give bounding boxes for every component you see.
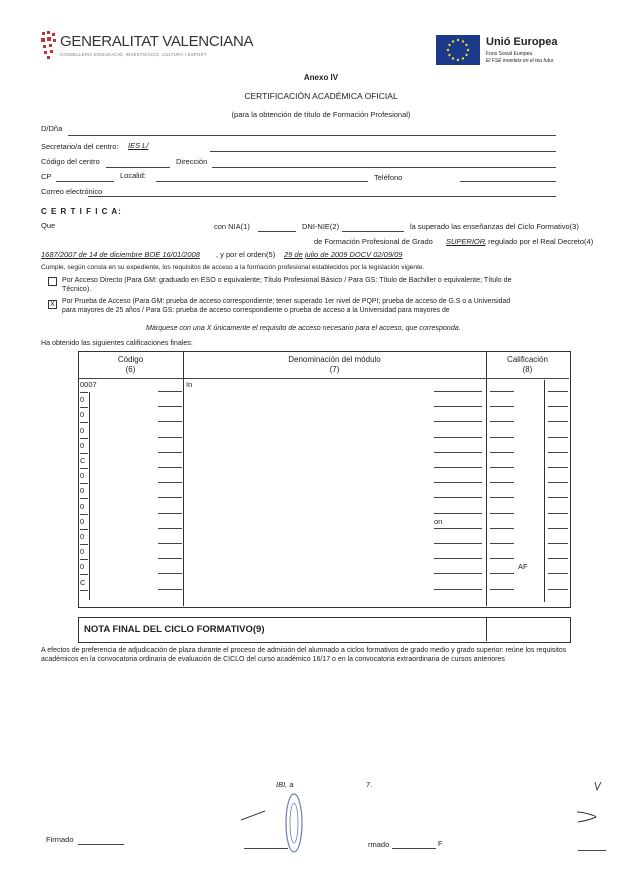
table-row-code: 0 [80, 501, 85, 511]
doc-title: CERTIFICACIÓN ACADÉMICA OFICIAL [244, 91, 398, 101]
grades-table [78, 351, 571, 608]
firmado-right-line[interactable] [392, 848, 436, 849]
firmado-right-label: rmado [368, 840, 390, 849]
tick-mark-icon [594, 781, 602, 791]
table-header-grade-num: (8) [522, 365, 533, 374]
field-secretario-label: Secretario/a del centro: [41, 142, 119, 151]
gva-emblem-icon [40, 30, 58, 60]
table-row-module-line [434, 573, 482, 574]
table-row-code: 0 [80, 547, 85, 557]
field-codigo-label: Código del centro [41, 157, 100, 166]
table-row-grade-line[interactable] [490, 482, 514, 483]
certifica-nia-line[interactable] [258, 231, 296, 232]
table-row-code: 0 [80, 562, 85, 572]
table-row-code: 0 [80, 486, 85, 496]
table-row-grade-line[interactable] [490, 558, 514, 559]
field-direccion-line[interactable] [212, 167, 556, 168]
field-telefono-label: Teléfono [374, 173, 403, 182]
stamp-icon [284, 792, 304, 854]
table-row-code: 0 [80, 395, 85, 405]
table-row-grade-line[interactable] [490, 589, 514, 590]
table-row-grade-line[interactable] [490, 421, 514, 422]
table-row-code: 0 [80, 471, 85, 481]
code-inner-divider [89, 392, 90, 600]
table-row-code-line [158, 467, 182, 468]
table-header-divider [78, 378, 569, 379]
grade-inner-divider [544, 380, 545, 602]
option-acceso-directo-text2: Técnico). [62, 285, 92, 293]
table-row-grade: AF [518, 562, 528, 572]
table-row-code: C [80, 577, 86, 587]
certifica-grado-value: SUPERIOR [446, 237, 486, 246]
field-secretario-line[interactable] [210, 151, 556, 152]
signature-place: IBI, a [276, 780, 294, 789]
table-row-module-line [434, 589, 482, 590]
eu-flag [436, 35, 480, 65]
field-dona-label: D/Dña [41, 124, 63, 133]
annex-label: Anexo IV [303, 73, 339, 82]
table-row-code-underline [80, 514, 88, 515]
option-prueba-acceso-text1: Por Prueba de Acceso (Para GM: prueba de acceso correspondiente; tener superado 1er nivel de PQPI; prueba de acceso de G.S o a Universidad [62, 298, 511, 305]
preference-note: A efectos de preferencia de adjudicación de plaza durante el proceso de admisión del alumnado a ciclos formativos de grado medio y grado superior: reúne los requisitos académicos en la convocatoria ordinaria de evaluación de CICLO del curso académico 16/17 o en la convocatoria extraordinaria de cursos anteriores [41, 647, 567, 663]
certifica-rd-value: 1687/2007 de 14 de diciembre BOE 16/01/2008 [41, 250, 200, 259]
table-row-code: 0 [80, 516, 85, 526]
table-row-module: In [186, 380, 193, 389]
table-row-code-underline [80, 544, 88, 545]
certifica-heading: C E R T I F I C A: [41, 207, 122, 216]
table-header-grade: Calificación [507, 355, 548, 364]
table-row-grade-line-2 [548, 406, 568, 407]
field-correo-label: Correo electrónico [41, 187, 103, 196]
table-row-grade-line-2 [548, 391, 568, 392]
table-row-code-underline [80, 498, 88, 499]
eu-stars-icon [436, 35, 480, 65]
field-cp-label: CP [41, 172, 52, 181]
field-correo-line[interactable] [88, 196, 556, 197]
field-cp-line[interactable] [56, 181, 114, 182]
gva-name: GENERALITAT VALENCIANA [60, 33, 254, 50]
table-row-code-line [158, 573, 182, 574]
table-row-grade-line-2 [548, 421, 568, 422]
table-row-code-underline [80, 483, 88, 484]
field-codigo-line[interactable] [106, 167, 170, 168]
table-row-code-underline [80, 438, 88, 439]
field-direccion-label: Dirección [176, 157, 208, 166]
table-row-code-line [158, 391, 182, 392]
table-header-module-num: (7) [329, 365, 340, 374]
eu-sub1: Fons Social Europeu [486, 51, 533, 57]
signature-scribble-icon [576, 810, 598, 824]
table-row-module-line [434, 452, 482, 453]
gva-subtitle: CONSELLERIA D'EDUCACIÓ, INVESTIGACIÓ, CULTURA I ESPORT [60, 52, 207, 57]
table-row-module-line [434, 543, 482, 544]
final-grade-value[interactable] [487, 618, 568, 640]
field-telefono-line[interactable] [460, 181, 556, 182]
table-row-code-line [158, 437, 182, 438]
right-signature-mark [576, 810, 598, 824]
table-row-grade-line[interactable] [490, 573, 514, 574]
table-row-code-underline [80, 407, 88, 408]
table-row-code-underline [80, 559, 88, 560]
school-stamp [284, 792, 304, 854]
table-row-grade-line[interactable] [490, 513, 514, 514]
obtenido-label: Ha obtenido las siguientes calificaciones finales: [41, 339, 193, 347]
option-prueba-acceso-text2: para mayores de 25 años / Para GS: prueba de acceso correspondiente o prueba de acceso a la Universidad para mayores de [62, 307, 450, 314]
table-row-code: 0 [80, 440, 85, 450]
certifica-cumple: Cumple, según consta en su expediente, los requisitos de acceso a la formación profesional establecidos por la legislación vigente. [41, 264, 425, 271]
signature-date-fragment: 7. [366, 780, 373, 789]
table-row-code-line [158, 589, 182, 590]
table-row-grade-line-2 [548, 482, 568, 483]
table-col-divider-2 [486, 351, 487, 606]
table-row-code-line [158, 543, 182, 544]
table-row-code-line [158, 528, 182, 529]
table-row-code: 0 [80, 532, 85, 541]
field-dona-line[interactable] [68, 135, 556, 136]
table-row-code-underline [80, 590, 88, 591]
table-row-code-underline [80, 468, 88, 469]
option-acceso-directo-checkbox[interactable] [48, 277, 57, 286]
certifica-que: Que [41, 221, 56, 230]
table-row-code-line [158, 513, 182, 514]
table-row-code-line [158, 497, 182, 498]
table-row-code-underline [80, 392, 88, 393]
doc-subtitle: (para la obtención de título de Formación Profesional) [231, 110, 411, 119]
field-localidad-line[interactable] [156, 181, 368, 182]
firmado-right-fragment: F [438, 839, 443, 848]
table-row-code-underline [80, 574, 88, 575]
certifica-nia-label: con NIA(1) [214, 222, 250, 231]
table-row-grade-line-2 [548, 528, 568, 529]
table-row-grade-line-2 [548, 543, 568, 544]
right-bottom-line [578, 850, 606, 851]
table-row-module-line [434, 558, 482, 559]
table-row-grade-line[interactable] [490, 543, 514, 544]
table-row-module-line [434, 482, 482, 483]
table-row-module-line [434, 406, 482, 407]
certifica-superado: la superado las enseñanzas del Ciclo Formativo(3) [410, 222, 579, 231]
table-row-grade-line[interactable] [490, 528, 514, 529]
field-localidad-label: Localid: [120, 171, 146, 180]
certifica-grado-post: , regulado por el Real Decreto(4) [484, 237, 594, 246]
table-row-grade-line[interactable] [490, 467, 514, 468]
table-row-grade-line[interactable] [490, 391, 514, 392]
table-row-code-underline [80, 529, 88, 530]
table-row-grade-line-2 [548, 497, 568, 498]
table-row-grade-line-2 [548, 513, 568, 514]
table-row-grade-line-2 [548, 589, 568, 590]
table-row-code: 0 [80, 410, 85, 420]
table-row-code: 0 [80, 425, 85, 435]
note-mark: Márquese con una X únicamente el requisito de acceso necesario para el acceso, que corresponda. [146, 324, 461, 332]
table-row-grade-line-2 [548, 452, 568, 453]
final-grade-label: NOTA FINAL DEL CICLO FORMATIVO(9) [84, 624, 265, 635]
table-row-module-line [434, 497, 482, 498]
table-row-module-line [434, 528, 482, 529]
table-row-grade-line-2 [548, 558, 568, 559]
signature-mark-icon [240, 809, 266, 821]
table-row-code-line [158, 558, 182, 559]
table-row-code-underline [80, 422, 88, 423]
certifica-orden-pre: , y por el orden(5) [216, 250, 276, 259]
field-secretario-value: IES L/ [128, 141, 149, 150]
table-row-code-underline [80, 453, 88, 454]
signature-line-center [244, 848, 288, 849]
table-row-grade-line-2 [548, 573, 568, 574]
option-acceso-directo-text1: Por Acceso Directo (Para GM: graduado en ESO o equivalente; Título Profesional Básico / Para GS: Título de Bachiller o equivalente; Título de [62, 276, 512, 284]
table-header-module: Denominación del módulo [288, 355, 381, 364]
table-header-code-num: (6) [125, 365, 136, 374]
table-header-code: Código [117, 355, 144, 364]
table-col-divider-1 [183, 351, 184, 606]
eu-title: Unió Europea [486, 36, 558, 48]
table-row-code-line [158, 421, 182, 422]
table-row-code: C [80, 456, 86, 465]
table-row-grade: on [434, 516, 443, 526]
table-row-grade-line[interactable] [490, 452, 514, 453]
gva-logo [40, 30, 58, 60]
option-prueba-acceso-checkbox[interactable]: X [48, 300, 57, 309]
table-row-code-line [158, 452, 182, 453]
table-row-grade-line-2 [548, 437, 568, 438]
eu-sub2: El FSE inverteix en el teu futur [486, 58, 554, 64]
table-row-module-line [434, 437, 482, 438]
certifica-grado-pre: de Formación Profesional de Grado [314, 237, 433, 246]
certifica-nie-line[interactable] [342, 231, 404, 232]
signature-stroke [240, 808, 266, 820]
table-row-grade-line[interactable] [490, 406, 514, 407]
table-row-module-line [434, 391, 482, 392]
table-row-code: 0007 [80, 380, 97, 389]
table-row-grade-line[interactable] [490, 437, 514, 438]
firmado-left-line[interactable] [78, 844, 124, 845]
table-row-code-line [158, 482, 182, 483]
right-top-mark [594, 778, 602, 788]
firmado-left-label: Firmado [46, 835, 74, 844]
table-row-module-line [434, 421, 482, 422]
table-row-module-line [434, 513, 482, 514]
certifica-orden-value: 29 de julio de 2009 DOCV 02/09/09 [284, 250, 403, 259]
table-row-grade-line[interactable] [490, 497, 514, 498]
table-row-module-line [434, 467, 482, 468]
table-row-grade-line-2 [548, 467, 568, 468]
certifica-nie-label: DNI-NIE(2) [302, 222, 340, 231]
table-row-code-line [158, 406, 182, 407]
